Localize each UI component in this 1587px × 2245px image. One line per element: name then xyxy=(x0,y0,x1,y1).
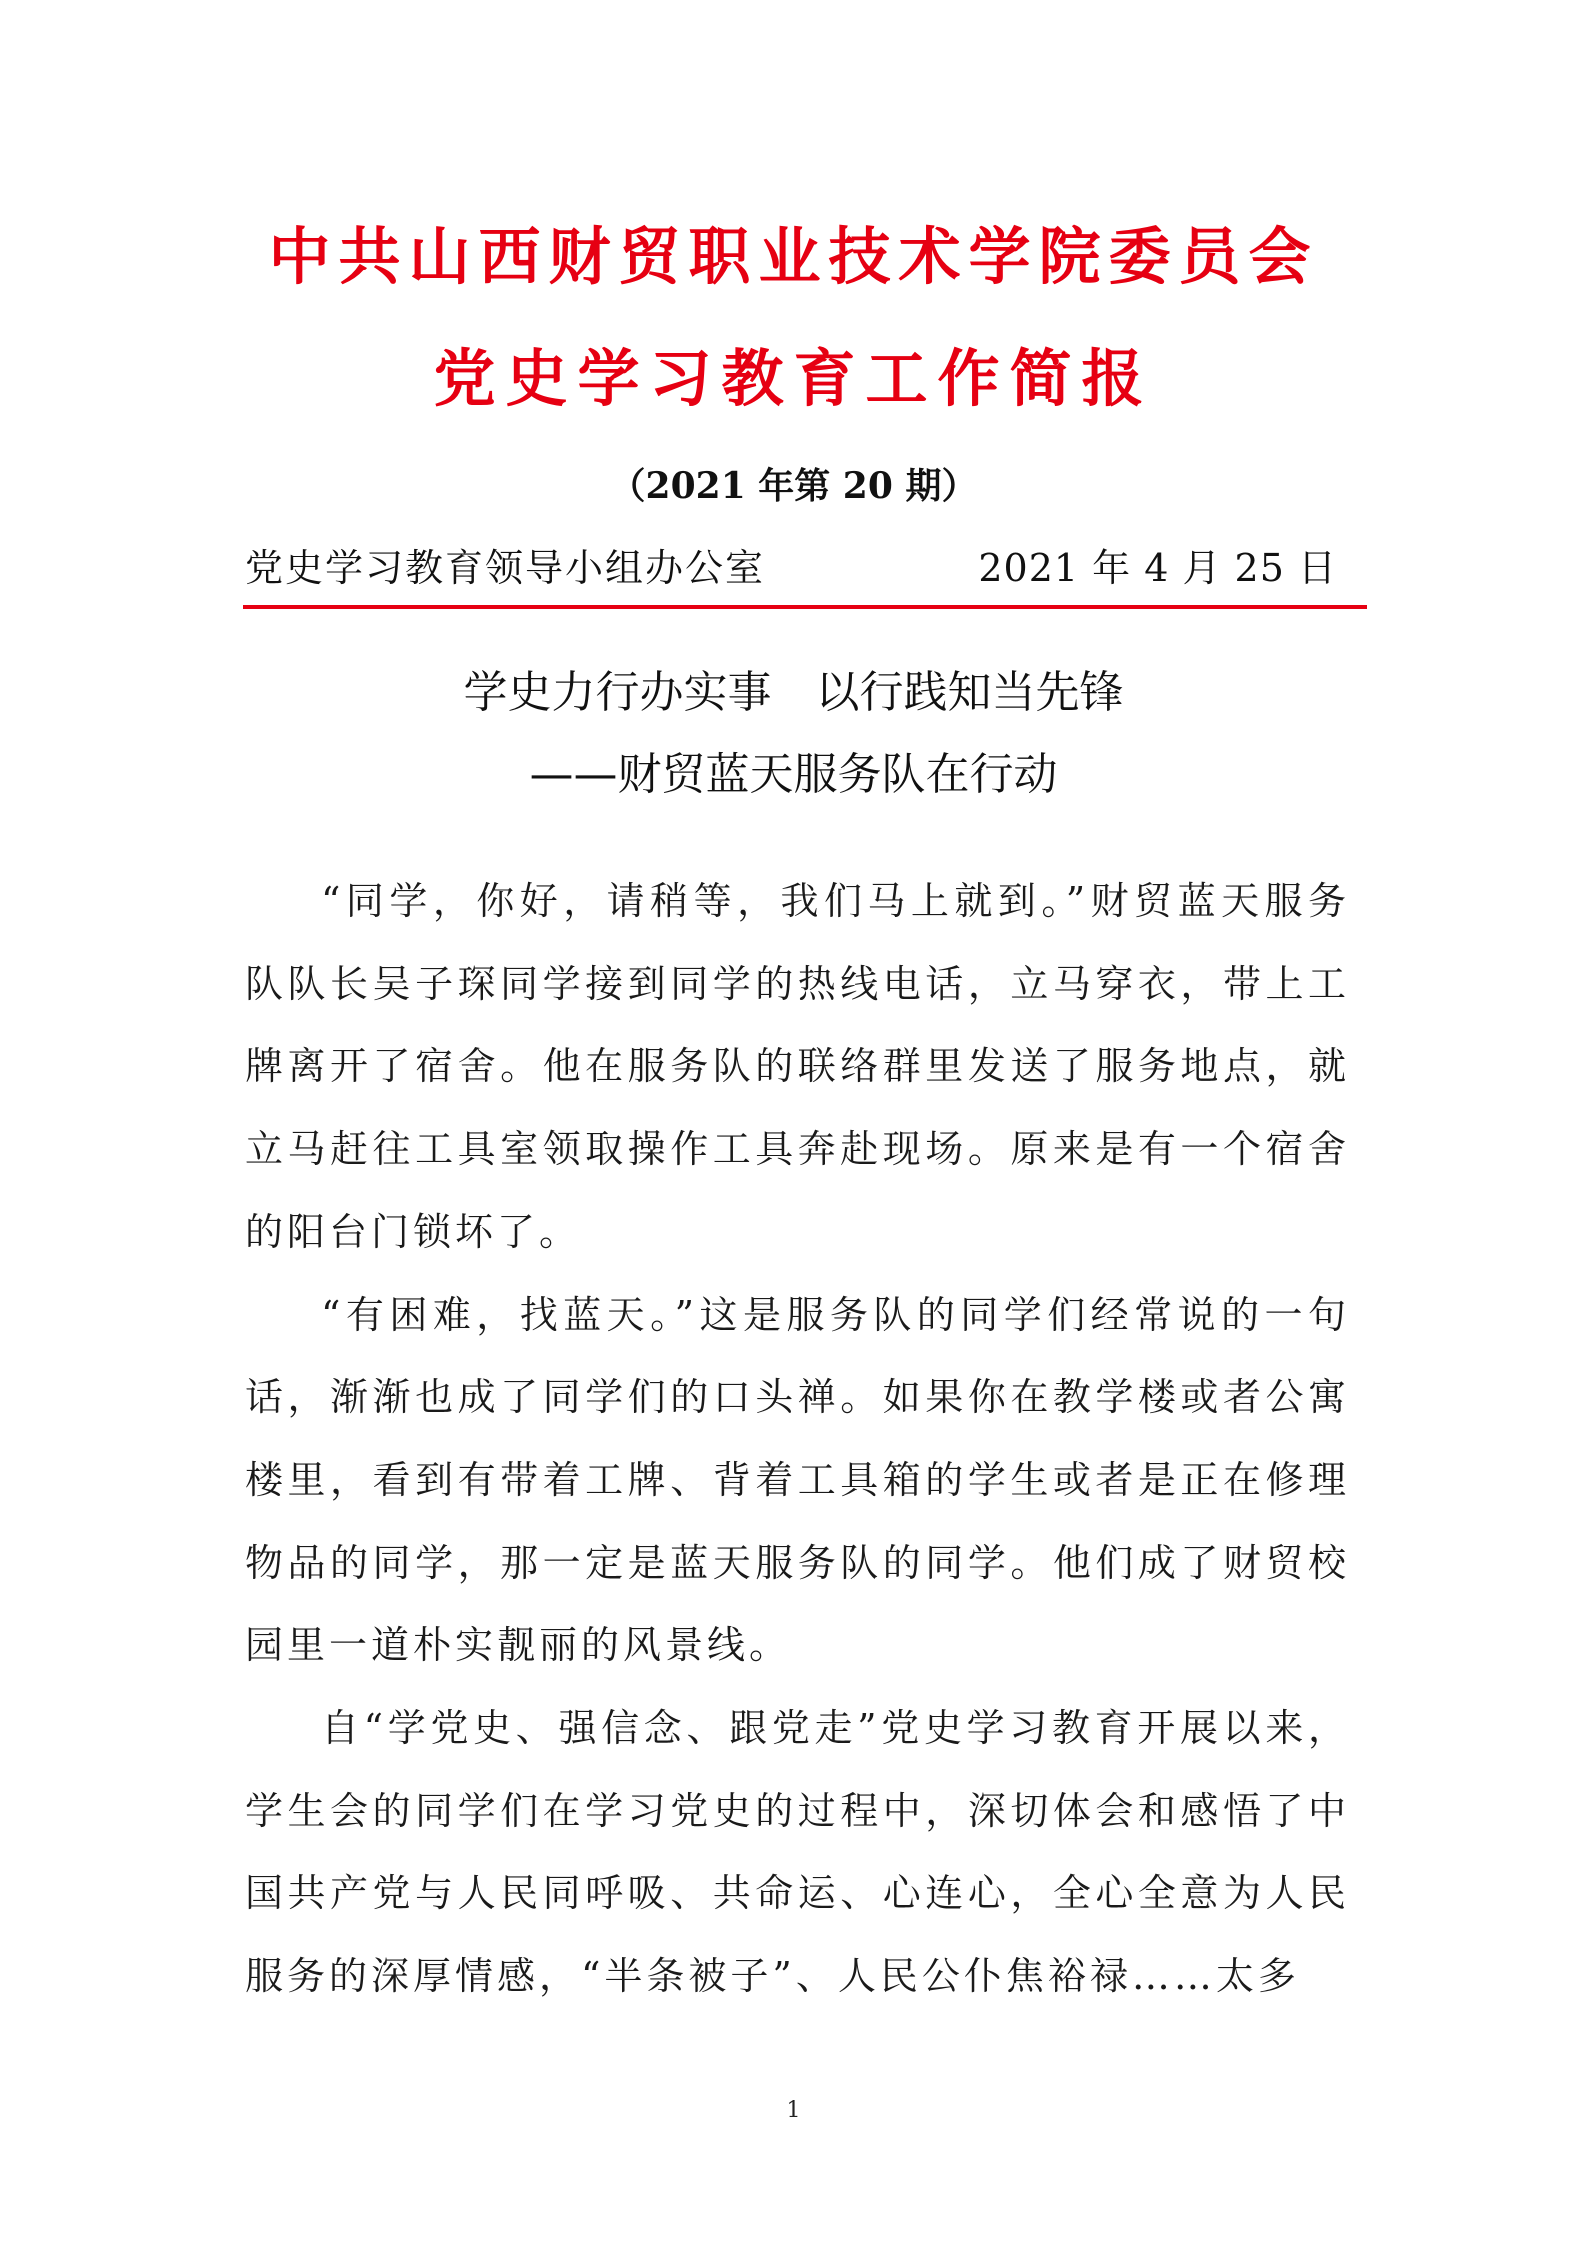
masthead-subtitle: 党史学习教育工作简报 xyxy=(433,342,1154,415)
issue-number: （2021 年第 20 期） xyxy=(609,465,978,507)
page-number: 1 xyxy=(786,2098,801,2123)
article-body xyxy=(245,860,1350,2018)
article-subtitle: ——财贸蓝天服务队在行动 xyxy=(529,749,1058,800)
issue-date: 2021 年 4 月 25 日 xyxy=(978,546,1337,590)
body-paragraph: 自“学党史、强信念、跟党走”党史学习教育开展以来，学生会的同学们在学习党史的过程中，深切体会和感悟了中国共产党与人民同呼吸、共命运、心连心，全心全意为人民服务的深厚情感，“半条被子”、人民公仆焦裕禄……太多 xyxy=(245,1706,1350,1999)
issuing-office: 党史学习教育领导小组办公室 xyxy=(245,546,766,590)
body-paragraph: “有困难，找蓝天。”这是服务队的同学们经常说的一句话，渐渐也成了同学们的口头禅。如果你在教学楼或者公寓楼里，看到有带着工牌、背着工具箱的学生或者是正在修理物品的同学，那一定是蓝天服务队的同学。他们成了财贸校园里一道朴实靓丽的风景线。 xyxy=(245,1292,1350,1668)
red-divider xyxy=(243,605,1367,609)
masthead-title: 中共山西财贸职业技术学院委员会 xyxy=(268,220,1319,293)
body-paragraph: “同学，你好，请稍等，我们马上就到。”财贸蓝天服务队队长吴子琛同学接到同学的热线电话，立马穿衣，带上工牌离开了宿舍。他在服务队的联络群里发送了服务地点，就立马赶往工具室领取操作工具奔赴现场。原来是有一个宿舍的阳台门锁坏了。 xyxy=(245,879,1350,1254)
meta-row xyxy=(245,538,1345,598)
article-title: 学史力行办实事 以行践知当先锋 xyxy=(463,667,1124,718)
